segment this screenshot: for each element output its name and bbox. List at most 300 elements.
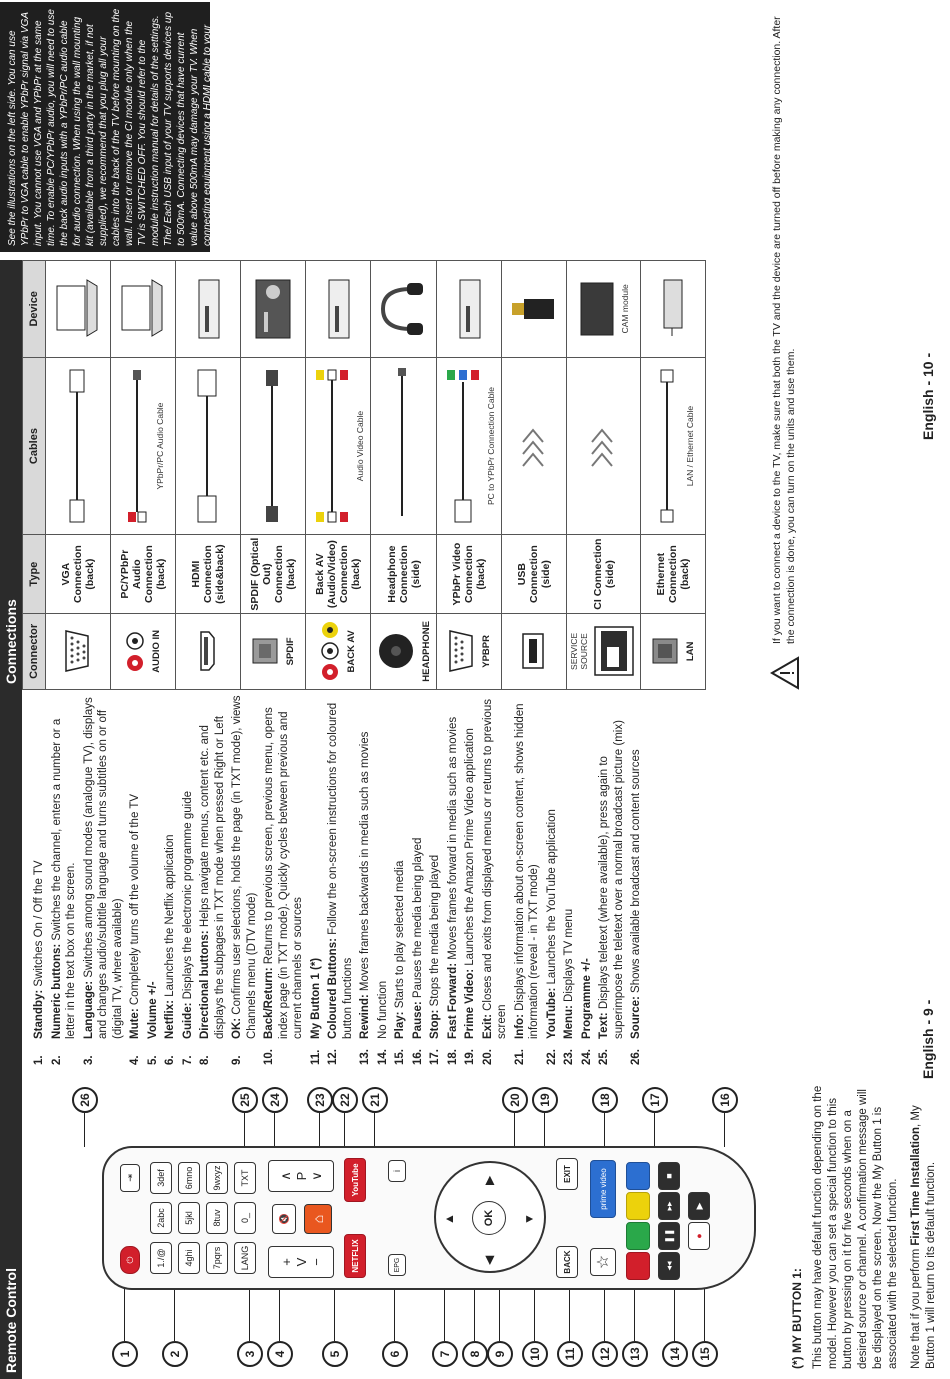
function-label: Language: [82, 980, 95, 1039]
connector-port-icon [62, 628, 95, 674]
callout-line [534, 1289, 535, 1341]
remote-body [102, 1146, 756, 1290]
callout-line [604, 1289, 605, 1341]
my-button-note: Note that if you perform First Time Installation, My Button 1 will return to its default function. [910, 1105, 937, 1369]
device-icon [609, 279, 620, 339]
warning-text: If you want to connect a device to the TV, make sure that both the TV and the device are turned off before making any connection. After the connection is done, you can turn on the units and use them. [771, 16, 797, 644]
connection-row [111, 261, 176, 690]
connector-port-icon [650, 636, 683, 666]
function-text: Launches the Netflix application [164, 834, 176, 1001]
connector-cell [502, 613, 567, 689]
function-item [326, 695, 355, 1065]
connector-cell [306, 613, 371, 689]
function-description [82, 695, 126, 1039]
function-item [230, 695, 259, 1065]
function-item [82, 695, 126, 1065]
function-number: 19. [464, 1049, 476, 1065]
table-header-row [23, 261, 46, 690]
function-text: Switches among sound modes (analogue TV), displays and changes audio/subtitle language and turns subtitles on or off (digital TV, where available) [82, 697, 124, 1039]
arrow-right-icon[interactable]: ▶ [482, 1175, 496, 1185]
device-icon [550, 289, 561, 329]
programme-label: P [293, 1171, 309, 1181]
function-label: Rewind: [359, 994, 371, 1039]
function-number: 26. [630, 1049, 642, 1065]
callout-17: 17 [642, 1087, 668, 1113]
green-button[interactable] [626, 1222, 650, 1250]
numeric-button-2[interactable]: 2abc [150, 1202, 172, 1234]
function-number: 22. [545, 1049, 558, 1065]
device-cell [111, 261, 176, 358]
programme-up-label: ∧ [277, 1171, 293, 1181]
function-description [358, 732, 373, 1039]
connector-label: BACK AV [346, 630, 357, 673]
connection-row [241, 261, 306, 690]
connection-type-cell: Back AV (Audio/Video) Connection (back) [306, 535, 371, 613]
connection-row [176, 261, 241, 690]
connection-type-cell: USB Connection (side) [502, 535, 567, 613]
function-number: 10. [263, 1049, 275, 1065]
connector-label: AUDIO IN [151, 630, 162, 673]
function-text: Returns to previous screen, previous menu, opens index page (in TXT mode). Quickly cycles between previous and current channels or sources [263, 707, 304, 1039]
warning-note [770, 10, 800, 690]
function-item [198, 695, 227, 1065]
callout-2: 2 [162, 1341, 188, 1367]
function-description [411, 838, 426, 1039]
connector-cell [567, 613, 641, 689]
cable-icon [404, 366, 415, 526]
function-item [513, 695, 542, 1065]
function-text: Displays information about on-screen content, shows hidden information (reveal - in TXT mode) [513, 703, 540, 1039]
cable-icon [279, 366, 290, 526]
callout-line [634, 1289, 635, 1341]
function-number: 6. [164, 1055, 176, 1065]
numeric-button-0[interactable]: 0_ [234, 1202, 256, 1234]
arrow-left-icon[interactable]: ◀ [482, 1255, 496, 1265]
callout-21: 21 [362, 1087, 388, 1113]
function-number: 15. [394, 1049, 406, 1065]
function-text: Completely turns off the volume of the TV [129, 793, 141, 1009]
numeric-button-6[interactable]: 6mno [178, 1162, 200, 1194]
connector-port-icon [250, 636, 283, 666]
function-item [309, 695, 324, 1065]
function-item [446, 695, 461, 1065]
callout-13: 13 [622, 1341, 648, 1367]
connection-type-cell: YPbPr Video Connection (back) [437, 535, 502, 613]
callout-line [394, 1289, 395, 1341]
connector-port-icon [319, 619, 344, 683]
function-label: My Button 1 (*) [309, 957, 322, 1039]
function-number: 8. [199, 1055, 211, 1065]
function-description [545, 809, 560, 1039]
mute-button[interactable]: 🔇 [272, 1204, 296, 1234]
device-cell [641, 261, 706, 358]
function-description [446, 717, 461, 1039]
callout-line [319, 1113, 320, 1147]
callout-23: 23 [307, 1087, 333, 1113]
function-text: Launches the YouTube application [545, 809, 558, 988]
blue-button[interactable] [626, 1162, 650, 1190]
function-description [580, 958, 595, 1039]
connector-cell [641, 613, 706, 689]
function-text: Shows available broadcast and content sources [630, 749, 642, 997]
callout-line [674, 1289, 675, 1341]
callout-26: 26 [72, 1087, 98, 1113]
function-label: Programme +/- [580, 958, 593, 1039]
standby-button[interactable]: ⏻ [120, 1246, 140, 1274]
programme-rocker[interactable] [268, 1160, 334, 1192]
volume-down-label: − [308, 1258, 324, 1266]
exit-button[interactable]: EXIT [556, 1158, 578, 1190]
callout-line [544, 1113, 545, 1147]
function-number: 21. [513, 1049, 526, 1065]
menu-button[interactable]: ⌂ [304, 1204, 332, 1234]
guide-button[interactable]: EPG [388, 1254, 406, 1276]
function-text: Displays teletext (where available), press again to superimpose the teletext over a normal broadcast picture (mix) [598, 720, 625, 1039]
callout-20: 20 [502, 1087, 528, 1113]
function-text: Stops the media being played [429, 854, 441, 1010]
callout-line [279, 1289, 280, 1341]
callout-10: 10 [522, 1341, 548, 1367]
callout-line [249, 1289, 250, 1341]
function-label: Menu: [563, 1005, 575, 1039]
callout-25: 25 [232, 1087, 258, 1113]
function-description [597, 695, 626, 1039]
callout-8: 8 [462, 1341, 488, 1367]
language-button[interactable]: LANG [234, 1242, 256, 1274]
connection-row [641, 261, 706, 690]
function-number: 11. [309, 1049, 322, 1065]
connection-type-cell: Headphone Connection (side) [371, 535, 437, 613]
function-number: 12. [327, 1049, 339, 1065]
function-item [50, 695, 79, 1065]
remote-control-header: Remote Control [0, 690, 22, 1379]
column-header-cables: Cables [23, 357, 46, 535]
callout-1: 1 [112, 1341, 138, 1367]
cable-cell [46, 357, 111, 535]
column-header-connector: Connector [23, 613, 46, 689]
function-label: Volume +/- [146, 981, 159, 1039]
function-number: 5. [146, 1055, 159, 1065]
device-cell [371, 261, 437, 358]
function-text: Launches the Amazon Prime Video application [464, 728, 476, 969]
cable-cell [641, 357, 706, 535]
back-button[interactable]: BACK [556, 1246, 578, 1278]
yellow-button[interactable] [626, 1192, 650, 1220]
cable-label: Audio Video Cable [354, 410, 365, 482]
function-label: Fast Forward: [446, 962, 459, 1039]
cable-label: YPbPr/PC Audio Cable [154, 402, 165, 490]
function-text: Displays TV menu [563, 908, 575, 1006]
callout-line [704, 1289, 705, 1341]
function-item [262, 695, 306, 1065]
page-remote-control [0, 690, 950, 1379]
volume-up-label: + [278, 1258, 294, 1266]
function-text: Displays the electronic programme guide [181, 791, 194, 1003]
ok-button[interactable]: OK [472, 1201, 506, 1235]
function-number: 3. [82, 1055, 95, 1065]
connection-row [46, 261, 111, 690]
connector-label: HEADPHONE [420, 621, 432, 682]
function-text: Follow the on-screen instructions for coloured button functions [327, 702, 354, 1039]
connector-label: LAN [685, 641, 696, 662]
function-description [326, 695, 355, 1039]
function-number: 25. [598, 1049, 610, 1065]
connector-cell [241, 613, 306, 689]
connection-type-cell: PC/YPbPr Audio Connection (back) [111, 535, 176, 613]
function-item [411, 695, 426, 1065]
connection-type-cell: SPDIF (Optical Out) Connection (back) [241, 535, 306, 613]
programme-down-label: ∨ [308, 1171, 324, 1181]
cable-cell [176, 357, 241, 535]
page-number-right: English - 10 - [920, 352, 936, 440]
numeric-button-3[interactable]: 3def [150, 1162, 172, 1194]
function-number: 2. [50, 1055, 63, 1065]
cable-icon [475, 366, 486, 526]
function-label: OK: [231, 1017, 243, 1039]
callout-19: 19 [532, 1087, 558, 1113]
column-header-device: Device [23, 261, 46, 358]
function-item [146, 695, 161, 1065]
function-label: YouTube: [545, 987, 558, 1039]
function-text: Closes and exits from displayed menus or returns to previous screen [481, 698, 508, 1039]
function-item [463, 695, 478, 1065]
function-description [230, 695, 259, 1039]
function-number: 14. [376, 1049, 389, 1065]
function-description [428, 855, 443, 1039]
function-text: Switches the channel, enters a number or a letter in the text box on the screen. [50, 718, 77, 1039]
function-label: Numeric buttons: [50, 943, 63, 1039]
device-cell [176, 261, 241, 358]
callout-7: 7 [432, 1341, 458, 1367]
callout-24: 24 [262, 1087, 288, 1113]
function-description [50, 695, 79, 1039]
function-item [580, 695, 595, 1065]
cable-cell [371, 357, 437, 535]
info-button[interactable]: i [388, 1160, 406, 1182]
warning-icon [770, 656, 800, 690]
function-label: Netflix: [164, 1000, 176, 1039]
callout-line [724, 1113, 725, 1147]
function-label: Info: [513, 1014, 526, 1039]
function-item [428, 695, 443, 1065]
remote-function-list [32, 695, 647, 1065]
pause-button[interactable]: ❚❚ [658, 1222, 680, 1250]
function-label: Directional buttons: [199, 930, 211, 1039]
device-icon [419, 279, 430, 339]
function-description [163, 834, 178, 1039]
function-item [481, 695, 510, 1065]
cam-module-label: CAM module [620, 284, 630, 334]
callout-line [569, 1289, 570, 1341]
device-icon [288, 274, 299, 344]
function-description [393, 861, 408, 1039]
callout-line [84, 1113, 85, 1147]
function-item [128, 695, 143, 1065]
function-description [629, 749, 644, 1039]
cable-icon [344, 366, 355, 526]
connector-cell [176, 613, 241, 689]
callout-line [444, 1289, 445, 1341]
function-item [629, 695, 644, 1065]
function-number: 9. [231, 1055, 243, 1065]
function-number: 4. [129, 1055, 141, 1065]
function-description [198, 695, 227, 1039]
volume-label: V [293, 1257, 309, 1267]
function-item [358, 695, 373, 1065]
youtube-button[interactable]: YouTube [344, 1158, 366, 1202]
connection-row [567, 261, 641, 690]
function-label: Back/Return: [263, 967, 275, 1039]
function-description [513, 695, 542, 1039]
device-cell [241, 261, 306, 358]
connector-cell [371, 613, 437, 689]
function-number: 20. [481, 1049, 494, 1065]
fast-forward-button[interactable]: ▸▸ [658, 1192, 680, 1220]
function-item [597, 695, 626, 1065]
arrow-up-icon[interactable]: ▲ [442, 1213, 456, 1225]
function-label: Coloured Buttons: [327, 938, 339, 1039]
numeric-button-8[interactable]: 8tuv [206, 1202, 228, 1234]
function-description [309, 958, 324, 1039]
function-description [181, 791, 196, 1039]
function-label: Pause: [411, 1001, 424, 1039]
device-cell [502, 261, 567, 358]
function-label: Exit: [481, 1014, 494, 1039]
numeric-button-1[interactable]: 1./@ [150, 1242, 172, 1274]
netflix-button[interactable]: NETFLIX [344, 1234, 366, 1278]
function-description [32, 860, 47, 1039]
connections-table [22, 260, 706, 690]
function-text: Confirms user selections, holds the page (in TXT mode), views Channels menu (DTV mode) [231, 695, 258, 1039]
connector-cell [111, 613, 176, 689]
callout-line [174, 1289, 175, 1341]
function-description [562, 909, 577, 1039]
connection-type-cell: VGA Connection (back) [46, 535, 111, 613]
function-item [32, 695, 47, 1065]
callout-9: 9 [487, 1341, 513, 1367]
device-icon [93, 274, 104, 344]
my-button-title: (*) MY BUTTON 1: [790, 1268, 804, 1369]
connector-cell [437, 613, 502, 689]
callout-line [514, 1113, 515, 1147]
page-number-left: English - 9 - [920, 999, 936, 1079]
function-item [562, 695, 577, 1065]
callout-line [654, 1113, 655, 1147]
connections-header: Connections [0, 260, 22, 690]
function-number: 7. [181, 1055, 194, 1065]
function-text: Helps navigate menus, content etc. and displays the subpages in TXT mode when pressed Right or Left [199, 715, 226, 1039]
arrow-down-icon[interactable]: ▼ [522, 1213, 536, 1225]
column-header-type: Type [23, 535, 46, 613]
function-label: Mute: [129, 1008, 141, 1039]
record-button[interactable]: ● [688, 1222, 710, 1250]
cable-label: PC to YPbPr Connection Cable [485, 387, 496, 506]
stop-button[interactable]: ■ [658, 1162, 680, 1190]
function-number: 16. [411, 1049, 424, 1065]
function-number: 23. [563, 1049, 575, 1065]
function-description [463, 728, 478, 1039]
device-cell [46, 261, 111, 358]
numeric-button-9[interactable]: 9wxyz [206, 1162, 228, 1194]
callout-3: 3 [237, 1341, 263, 1367]
function-number: 24. [580, 1049, 593, 1065]
device-icon [158, 274, 169, 344]
red-button[interactable] [626, 1252, 650, 1280]
callout-18: 18 [592, 1087, 618, 1113]
numeric-button-7[interactable]: 7pqrs [206, 1242, 228, 1274]
connector-port-icon [446, 628, 479, 674]
my-button-section [790, 1079, 947, 1369]
cable-icon [84, 366, 95, 526]
function-label: Standby: [33, 989, 45, 1039]
function-label: Source: [630, 996, 642, 1039]
callout-line [274, 1113, 275, 1147]
connections-side-note: See the illustrations on the left side. You can use YPbPr to VGA cable to enable YPbPr signal via VGA input. You cannot use VGA and YPbPr at the same time. To enable PC/YPbPr audio, you will need to use the back audio inputs with a YPbPr/PC audio cable for audio connection. When using the wall mounting kit (available from a third party in the market, if not supplied), we recommend that you plug all your cables into the back of the TV before mounting on the wall. Insert or remove the CI module only when the TV is SWITCHED OFF. You should refer to the module instruction manual for details of the settings. The/ Each USB input of your TV supports devices up to 500mA. Connecting devices that have current value above 500mA may damage your TV. When connecting equipment using a HDMI cable to your TV, to guarantee sufficient immunity against parasitic frequency radiation and trouble-free transmission of high definition signals, such as 4K content, you have to use a high speed shielded (high grade) HDMI cable with ferrites. [0, 2, 210, 252]
device-icon [484, 274, 495, 344]
function-text: Switches On / Off the TV [33, 860, 45, 990]
cable-icon [674, 366, 685, 526]
ci-slot-label: SERVICE SOURCE [569, 632, 589, 670]
callout-16: 16 [712, 1087, 738, 1113]
cable-cell [241, 357, 306, 535]
function-label: Play: [394, 1011, 406, 1039]
text-button[interactable]: TXT [234, 1162, 256, 1194]
cable-icon [609, 366, 620, 526]
directional-pad[interactable] [434, 1161, 546, 1273]
my-button-1[interactable]: ☆ [590, 1248, 616, 1276]
callout-line [344, 1113, 345, 1147]
connector-port-icon [124, 628, 149, 674]
device-icon [684, 274, 695, 344]
device-icon [223, 274, 234, 344]
function-description [262, 695, 306, 1039]
function-text: No function [376, 980, 389, 1039]
connection-row [502, 261, 567, 690]
play-button[interactable]: ▶ [688, 1192, 710, 1220]
cable-icon [214, 366, 225, 526]
prime-video-button[interactable]: prime video [590, 1160, 616, 1218]
connection-type-cell: Ethernet Connection (back) [641, 535, 706, 613]
function-item [376, 695, 391, 1065]
callout-11: 11 [557, 1341, 583, 1367]
connector-cell [46, 613, 111, 689]
numeric-button-4[interactable]: 4ghi [178, 1242, 200, 1274]
numeric-button-5[interactable]: 5jkl [178, 1202, 200, 1234]
connection-row [437, 261, 502, 690]
callout-line [334, 1289, 335, 1341]
function-text: Pauses the media being played [411, 837, 424, 1002]
callout-5: 5 [322, 1341, 348, 1367]
rewind-button[interactable]: ◂◂ [658, 1252, 680, 1280]
callout-line [474, 1289, 475, 1341]
callout-line [604, 1113, 605, 1147]
function-number: 13. [359, 1049, 371, 1065]
function-description [146, 981, 161, 1039]
callout-line [374, 1113, 375, 1147]
callout-6: 6 [382, 1341, 408, 1367]
cable-label: LAN / Ethernet Cable [684, 405, 695, 487]
source-button[interactable]: ⇥ [120, 1164, 140, 1192]
volume-rocker[interactable] [268, 1246, 334, 1278]
callout-15: 15 [692, 1341, 718, 1367]
callout-14: 14 [662, 1341, 688, 1367]
function-item [163, 695, 178, 1065]
function-description [481, 695, 510, 1039]
cable-cell [502, 357, 567, 535]
connector-port-icon [520, 631, 549, 671]
callout-4: 4 [267, 1341, 293, 1367]
cable-icon [540, 366, 551, 526]
